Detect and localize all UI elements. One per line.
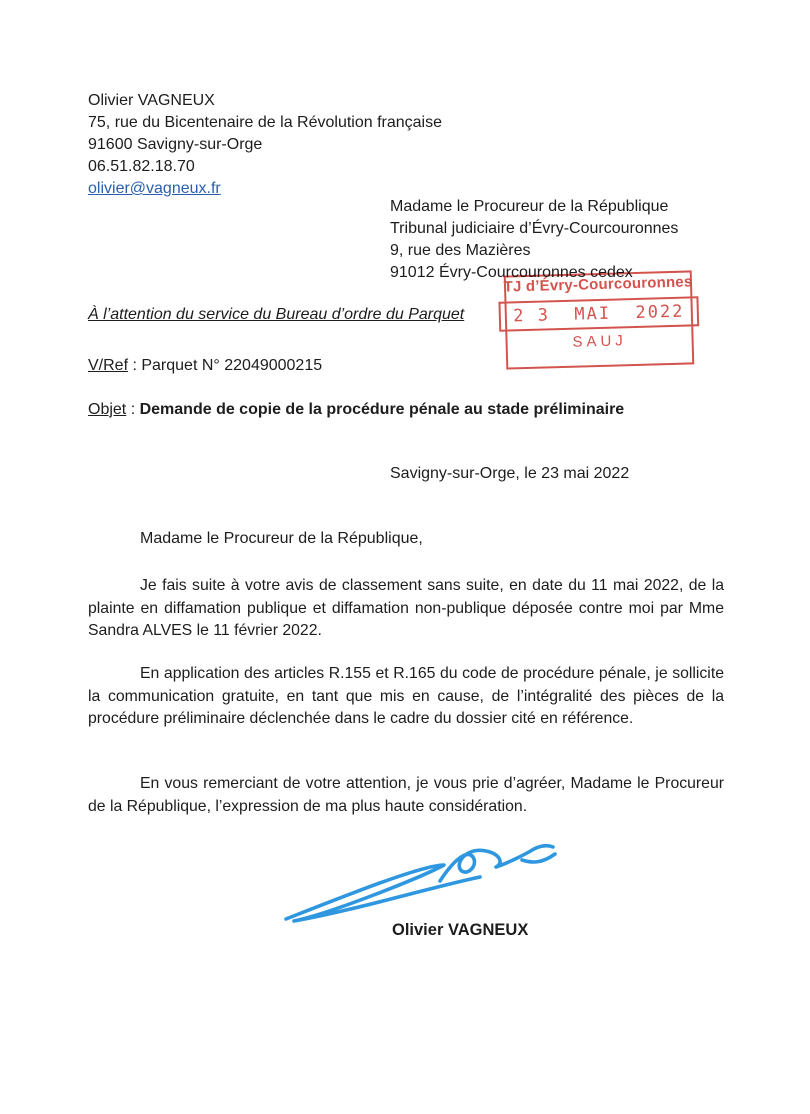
sender-phone: 06.51.82.18.70	[88, 158, 195, 175]
handwritten-signature	[272, 835, 564, 935]
recipient-line4: 91012 Évry-Courcouronnes cedex	[390, 264, 633, 281]
reference-label: V/Ref	[88, 357, 129, 374]
sender-block	[88, 90, 442, 200]
attention-line: À l’attention du service du Bureau d’ordre du Parquet	[88, 306, 465, 323]
place-date-line: Savigny-sur-Orge, le 23 mai 2022	[390, 465, 630, 482]
subject-value: Demande de copie de la procédure pénale au stade préliminaire	[139, 401, 625, 418]
sender-email-link[interactable]: olivier@vagneux.fr	[88, 180, 221, 197]
body-paragraph-2: En application des articles R.155 et R.165 du code de procédure pénale, je sollicite la communication gratuite, en tant que mis en cause, de l’intégralité des pièces de la procédure préliminaire déclenchée dans le cadre du dossier cité en référence.	[88, 665, 724, 727]
court-registry-stamp	[504, 270, 695, 369]
reference-value: Parquet N° 22049000215	[141, 357, 323, 374]
sender-address-line1: 75, rue du Bicentenaire de la Révolution française	[88, 114, 442, 131]
recipient-line3: 9, rue des Mazières	[390, 242, 531, 259]
reference-line	[88, 355, 322, 377]
sender-address-line2: 91600 Savigny-sur-Orge	[88, 136, 263, 153]
sender-name: Olivier VAGNEUX	[88, 92, 215, 109]
stamp-service-code: SAUJ	[572, 332, 627, 351]
body-paragraph-1: Je fais suite à votre avis de classement sans suite, en date du 11 mai 2022, de la plainte en diffamation publique et diffamation non-publique déposée contre moi par Mme Sandra ALVES le 11 février 2022.	[88, 577, 724, 639]
body-paragraph-3: En vous remerciant de votre attention, je vous prie d’agréer, Madame le Procureur de la République, l’expression de ma plus haute considération.	[88, 775, 724, 815]
stamp-court-name: TJ d’Évry-Courcouronnes	[503, 273, 693, 296]
signature-name: Olivier VAGNEUX	[392, 921, 529, 939]
stamp-date: 2 3 MAI 2022	[499, 296, 699, 332]
subject-label: Objet	[88, 401, 127, 418]
recipient-block	[390, 196, 678, 284]
reference-separator: :	[128, 357, 142, 374]
recipient-line2: Tribunal judiciaire d’Évry-Courcouronnes	[390, 220, 679, 237]
subject-separator: :	[126, 401, 140, 418]
recipient-line1: Madame le Procureur de la République	[390, 198, 669, 215]
salutation: Madame le Procureur de la République,	[140, 530, 423, 547]
subject-line	[88, 399, 624, 421]
